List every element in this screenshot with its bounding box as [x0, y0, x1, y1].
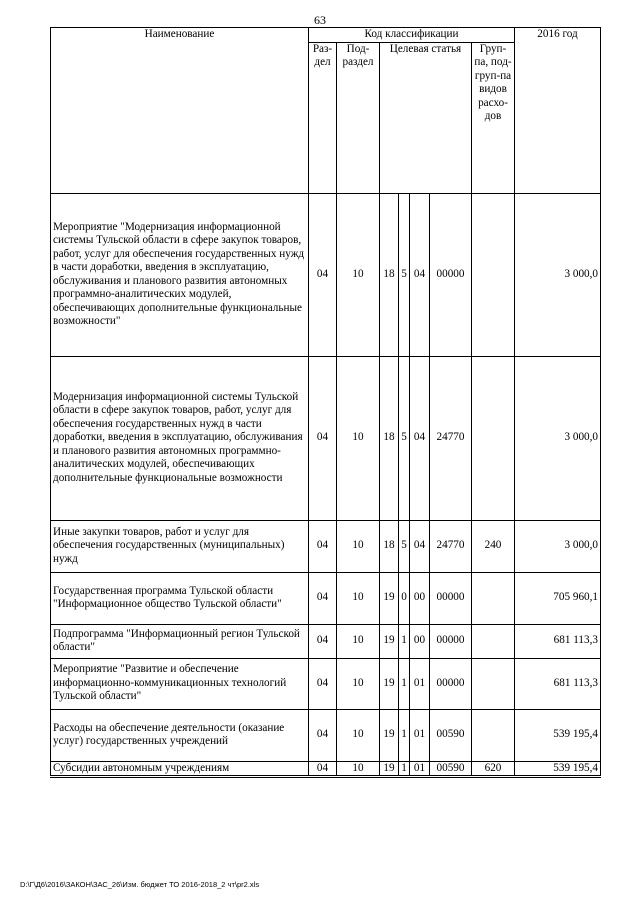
- row-name: Мероприятие "Развитие и обеспечение информационно-коммуникационных технологий Тульской области": [51, 658, 309, 709]
- row-section: 04: [309, 658, 337, 709]
- row-target-activity: 04: [410, 520, 430, 572]
- row-target-program: 18: [380, 356, 399, 520]
- row-section: 04: [309, 356, 337, 520]
- row-section: 04: [309, 520, 337, 572]
- row-amount: 3 000,0: [515, 520, 601, 572]
- row-target-activity: 01: [410, 761, 430, 777]
- header-classification: Код классификации: [309, 28, 515, 43]
- row-target-program: 18: [380, 193, 399, 356]
- row-target-program: 19: [380, 709, 399, 761]
- row-section: 04: [309, 761, 337, 777]
- row-target-direction: 00000: [430, 624, 472, 658]
- row-name: Государственная программа Тульской области "Информационное общество Тульской области": [51, 572, 309, 624]
- row-target-direction: 24770: [430, 356, 472, 520]
- row-name: Мероприятие "Модернизация информационной системы Тульской области в сфере закупок товаров, работ, услуг для обеспечения государственных нужд в части доработки, введения в эксплуатацию, обслуживания и планового развития автономных программно-аналитических модулей, обеспечивающих дополнительные функциональные возможности": [51, 193, 309, 356]
- row-subsection: 10: [337, 572, 380, 624]
- row-subsection: 10: [337, 193, 380, 356]
- row-amount: 539 195,4: [515, 709, 601, 761]
- row-name: Расходы на обеспечение деятельности (оказание услуг) государственных учреждений: [51, 709, 309, 761]
- header-section: Раз-дел: [309, 42, 337, 193]
- row-expense-group: 240: [472, 520, 515, 572]
- row-amount: 705 960,1: [515, 572, 601, 624]
- page-number: 63: [314, 13, 326, 27]
- row-subsection: 10: [337, 709, 380, 761]
- row-target-direction: 00000: [430, 193, 472, 356]
- header-name: Наименование: [51, 28, 309, 194]
- row-expense-group: [472, 193, 515, 356]
- row-section: 04: [309, 624, 337, 658]
- row-section: 04: [309, 709, 337, 761]
- row-name: Модернизация информационной системы Тульской области в сфере закупок товаров, работ, услуг для обеспечения государственных нужд в части доработки, введения в эксплуатацию, обслуживания и планового развития автономных программно-аналитических модулей, обеспечивающих дополнительные функциональные возможности: [51, 356, 309, 520]
- row-target-direction: 00590: [430, 761, 472, 777]
- row-expense-group: [472, 658, 515, 709]
- row-amount: 3 000,0: [515, 356, 601, 520]
- row-target-program: 19: [380, 658, 399, 709]
- row-target-direction: 00000: [430, 658, 472, 709]
- header-expense-group: Груп-па, под-груп-па видов расхо-дов: [472, 42, 515, 193]
- row-target-program: 19: [380, 624, 399, 658]
- row-target-direction: 24770: [430, 520, 472, 572]
- row-expense-group: [472, 709, 515, 761]
- row-target-activity: 01: [410, 658, 430, 709]
- row-target-direction: 00590: [430, 709, 472, 761]
- row-target-program: 19: [380, 572, 399, 624]
- table-row: [51, 624, 601, 658]
- row-target-subprogram: 0: [399, 572, 410, 624]
- row-amount: 681 113,3: [515, 658, 601, 709]
- row-subsection: 10: [337, 761, 380, 777]
- row-target-direction: 00000: [430, 572, 472, 624]
- row-subsection: 10: [337, 520, 380, 572]
- table-row: [51, 520, 601, 572]
- row-target-subprogram: 1: [399, 761, 410, 777]
- row-expense-group: [472, 356, 515, 520]
- row-target-subprogram: 5: [399, 356, 410, 520]
- table-row: [51, 761, 601, 777]
- header-subsection: Под-раздел: [337, 42, 380, 193]
- row-target-activity: 00: [410, 572, 430, 624]
- row-target-program: 19: [380, 761, 399, 777]
- row-target-subprogram: 1: [399, 624, 410, 658]
- row-name: Иные закупки товаров, работ и услуг для обеспечения государственных (муниципальных) нужд: [51, 520, 309, 572]
- row-subsection: 10: [337, 658, 380, 709]
- table-row: [51, 658, 601, 709]
- row-name: Подпрограмма "Информационный регион Тульской области": [51, 624, 309, 658]
- row-target-subprogram: 1: [399, 658, 410, 709]
- row-amount: 681 113,3: [515, 624, 601, 658]
- row-target-subprogram: 5: [399, 520, 410, 572]
- row-target-activity: 01: [410, 709, 430, 761]
- header-year: 2016 год: [515, 28, 601, 194]
- header-target-article: Целевая статья: [380, 42, 472, 193]
- row-target-activity: 04: [410, 193, 430, 356]
- row-expense-group: 620: [472, 761, 515, 777]
- row-target-subprogram: 1: [399, 709, 410, 761]
- row-target-subprogram: 5: [399, 193, 410, 356]
- table-row: [51, 356, 601, 520]
- row-target-activity: 04: [410, 356, 430, 520]
- row-subsection: 10: [337, 624, 380, 658]
- row-subsection: 10: [337, 356, 380, 520]
- row-expense-group: [472, 624, 515, 658]
- row-target-program: 18: [380, 520, 399, 572]
- row-target-activity: 00: [410, 624, 430, 658]
- row-amount: 539 195,4: [515, 761, 601, 777]
- table-row: [51, 572, 601, 624]
- row-section: 04: [309, 193, 337, 356]
- file-path-footer: D:\Г\Д6\2016\ЗАКОН\ЗАС_26\Изм. бюджет ТО 2016-2018_2 чт\pr2.xls: [20, 880, 260, 889]
- row-expense-group: [472, 572, 515, 624]
- table-row: [51, 193, 601, 356]
- row-amount: 3 000,0: [515, 193, 601, 356]
- budget-table: [50, 27, 601, 778]
- row-name: Субсидии автономным учреждениям: [51, 761, 309, 777]
- row-section: 04: [309, 572, 337, 624]
- table-row: [51, 709, 601, 761]
